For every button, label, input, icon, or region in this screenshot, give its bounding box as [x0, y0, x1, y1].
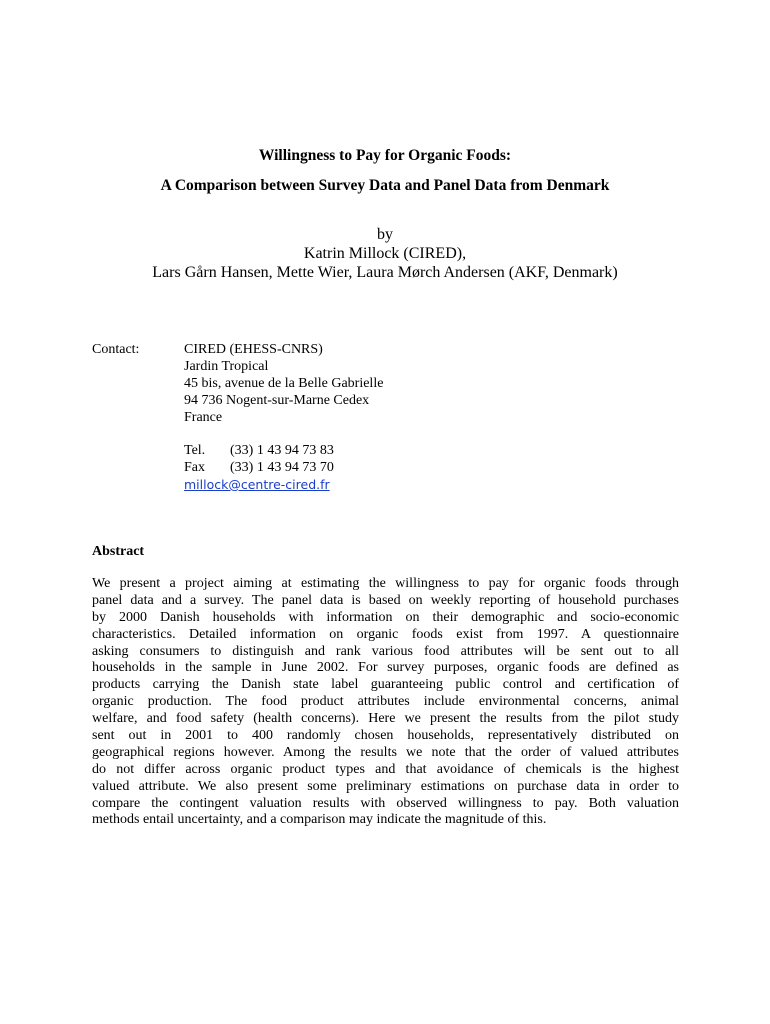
- author-line-2: Lars Gårn Hansen, Mette Wier, Laura Mørch Andersen (AKF, Denmark): [152, 264, 618, 281]
- abstract-line: sent out in 2001 to 400 randomly chosen households, representatively distributed on: [92, 728, 679, 744]
- contact-label: Contact:: [92, 342, 140, 357]
- abstract-body: [92, 576, 679, 829]
- tel-value: (33) 1 43 94 73 83: [230, 443, 334, 458]
- address-line: Jardin Tropical: [184, 359, 269, 374]
- address-line: France: [184, 410, 223, 425]
- abstract-line: households in the sample in June 2002. For survey purposes, organic foods are defined as: [92, 660, 679, 676]
- author-line-1: Katrin Millock (CIRED),: [303, 245, 467, 262]
- abstract-line: products carrying the Danish state label guaranteeing public control and certification of: [92, 677, 679, 693]
- abstract-heading: Abstract: [92, 544, 145, 559]
- abstract-line: valued attribute. We also present some preliminary estimations on purchase data in order to: [92, 778, 679, 794]
- tel-label: Tel.: [184, 443, 206, 458]
- contact-address: [184, 341, 383, 426]
- paper-title-line-1: Willingness to Pay for Organic Foods:: [258, 147, 512, 164]
- abstract-line: asking consumers to distinguish and rank various food attributes will be sent out to all: [92, 643, 679, 659]
- fax-row: [184, 459, 334, 476]
- abstract-line: welfare, and food safety (health concerns). Here we present the results from the pilot study: [92, 711, 679, 727]
- tel-row: [184, 442, 334, 459]
- contact-phone-block: [184, 442, 334, 494]
- abstract-line: compare the contingent valuation results with observed willingness to pay. Both valuation: [92, 795, 679, 811]
- abstract-line: by 2000 Danish households with information on their demographic and socio-economic: [92, 609, 679, 625]
- address-line: 45 bis, avenue de la Belle Gabrielle: [184, 376, 384, 391]
- abstract-line: do not differ across organic product types and that avoidance of chemicals is the highest: [92, 761, 679, 777]
- fax-label: Fax: [184, 460, 205, 475]
- fax-value: (33) 1 43 94 73 70: [230, 460, 334, 475]
- abstract-line: methods entail uncertainty, and a comparison may indicate the magnitude of this.: [92, 812, 547, 828]
- abstract-line: panel data and a survey. The panel data is based on weekly reporting of household purchases: [92, 592, 679, 608]
- email-link[interactable]: millock@centre-cired.fr: [184, 477, 330, 492]
- paper-title-line-2: A Comparison between Survey Data and Panel Data from Denmark: [160, 177, 610, 194]
- abstract-line: organic production. The food product attributes include environmental concerns, animal: [92, 694, 679, 710]
- address-line: 94 736 Nogent-sur-Marne Cedex: [184, 393, 370, 408]
- abstract-line: We present a project aiming at estimating the willingness to pay for organic foods through: [92, 576, 679, 591]
- byline-by: by: [377, 226, 393, 243]
- email-row: [184, 476, 334, 494]
- abstract-line: characteristics. Detailed information on organic foods exist from 1997. A questionnaire: [92, 626, 679, 642]
- address-line: CIRED (EHESS-CNRS): [184, 342, 323, 357]
- abstract-line: geographical regions however. Among the results we note that the order of valued attributes: [92, 744, 679, 760]
